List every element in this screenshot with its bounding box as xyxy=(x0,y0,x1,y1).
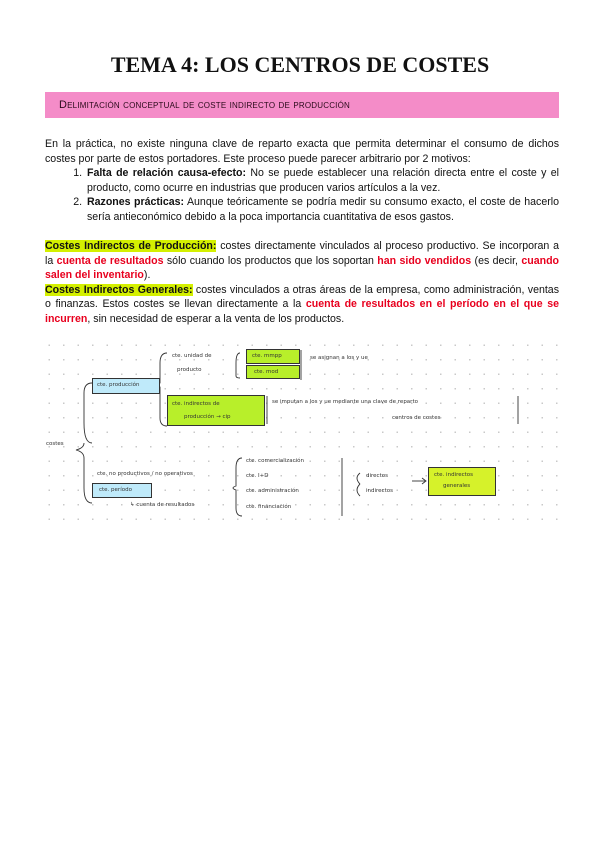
node-label: cte. período xyxy=(99,487,132,493)
node-costes: costes xyxy=(46,441,64,447)
node-indirectos: indirectos xyxy=(366,488,393,494)
definition-text: (es decir, xyxy=(471,254,522,267)
period-cost-item: cte. comercialización xyxy=(246,458,304,464)
handwritten-diagram xyxy=(42,338,562,528)
definition-text: , sin necesidad de esperar a la venta de los productos. xyxy=(87,312,345,325)
node-label: cte. mmpp xyxy=(252,353,282,359)
node-label: cte. indirectos xyxy=(434,472,474,478)
list-item xyxy=(85,166,559,195)
item-text: No se puede establecer una relación directa entre el coste y el producto, como ocurre en industrias que producen varios artículos a la vez. xyxy=(87,167,559,194)
definition-cig xyxy=(45,283,559,327)
period-cost-item: cte. financiación xyxy=(246,504,292,510)
highlight-text: cuenta de resultados en el período en el que se incurren xyxy=(45,298,559,325)
node-cte-produccion xyxy=(92,378,160,394)
page-title: TEMA 4: LOS CENTROS DE COSTES xyxy=(110,52,490,77)
node-cig xyxy=(428,467,496,496)
definition-text: costes vinculados a otras áreas de la empresa, como administración, ventas o finanzas. Estos costes se llevan directamente a la xyxy=(45,283,559,311)
section-heading-bar xyxy=(45,92,559,118)
definition-text: sólo cuando los productos que los soportan xyxy=(163,254,378,267)
node-cte-mod xyxy=(246,365,300,379)
reasons-list xyxy=(45,166,559,224)
note-cost-centres: centros de costes xyxy=(392,415,441,421)
section-heading: Delimitación conceptual de coste indirecto de producción xyxy=(59,99,350,111)
node-label: generales xyxy=(443,483,471,489)
definitions-block xyxy=(45,239,559,327)
brace-units xyxy=(236,353,240,378)
definition-label: Costes Indirectos de Producción: xyxy=(45,240,217,252)
node-cip xyxy=(167,395,265,426)
node-label: cte. mod xyxy=(254,369,279,375)
item-label: Razones prácticas: xyxy=(87,196,185,209)
period-cost-item: cte. administración xyxy=(246,488,299,494)
node-cuenta-resultados: ↳ cuenta de resultados xyxy=(130,502,195,508)
item-label: Falta de relación causa-efecto: xyxy=(87,167,247,180)
intro-block xyxy=(45,137,559,225)
intro-paragraph: En la práctica, no existe ninguna clave de reparto exacta que permita determinar el consumo de dichos costes por parte de estos portadores. Este proceso puede parecer arbitrario por 2 motivos: xyxy=(45,138,559,165)
node-label: producción → cip xyxy=(184,414,231,420)
list-item xyxy=(85,195,559,224)
brace-period xyxy=(233,458,242,516)
definition-label: Costes Indirectos Generales: xyxy=(45,283,193,296)
period-cost-item: cte. I+D xyxy=(246,473,269,479)
note-imputation: se imputan a los y ue mediante una clave de reparto xyxy=(272,399,418,405)
node-unidad-producto: cte. unidad de xyxy=(172,353,212,359)
node-label: cte. producción xyxy=(97,382,140,388)
definition-cip xyxy=(45,239,559,283)
item-text: Aunque teóricamente se podría medir su consumo exacto, el coste de hacerlo sería antieconómico debido a la poca importancia cuantitativa de esos gastos. xyxy=(87,196,560,223)
node-cte-periodo xyxy=(92,483,152,498)
node-no-productivos: cte. no productivos / no operativos xyxy=(97,471,193,477)
definition-text: ). xyxy=(143,269,151,282)
note-assign-units: se asignan a los y ue xyxy=(310,355,368,361)
main-brace-bottom xyxy=(76,443,92,503)
node-cte-mmpp xyxy=(246,349,300,364)
definition-text: costes directamente vinculados al proceso productivo. Se incorporan a la xyxy=(45,240,559,267)
diagram-connectors xyxy=(42,338,562,528)
node-unidad-producto-2: producto xyxy=(177,367,202,373)
highlight-text: cuando salen del inventario xyxy=(45,254,560,282)
main-brace-top xyxy=(84,383,92,443)
node-directos: directos xyxy=(366,473,388,479)
highlight-text: cuenta de resultados xyxy=(56,254,164,267)
node-label: cte. indirectos de xyxy=(172,401,220,407)
highlight-text: han sido vendidos xyxy=(377,254,472,267)
